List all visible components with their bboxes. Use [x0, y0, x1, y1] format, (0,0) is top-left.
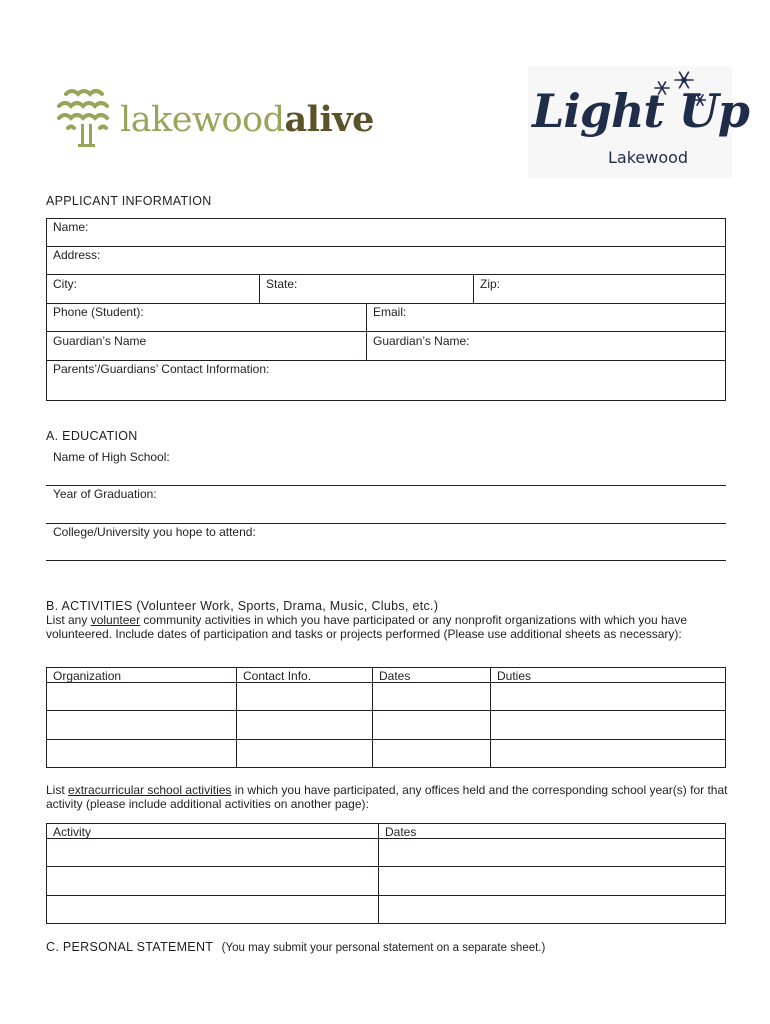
logo-text-alive: alive: [284, 99, 374, 140]
logo-text-lakewood: lakewood: [120, 100, 285, 140]
state-field[interactable]: State:: [266, 277, 298, 291]
col-contact-info: Contact Info.: [243, 669, 312, 683]
personal-statement-note: (You may submit your personal statement on a separate sheet.): [221, 942, 546, 954]
logo-title: Light Up: [532, 84, 749, 138]
zip-field[interactable]: Zip:: [480, 277, 501, 291]
logo-subtitle: Lakewood: [608, 148, 689, 167]
email-field[interactable]: Email:: [373, 305, 407, 319]
col-duties: Duties: [497, 669, 532, 683]
extracurricular-instructions: List extracurricular school activities in which you have participated, any offices held and the corresponding school year(s) for that activity (please include additional activities on another page):: [46, 783, 728, 811]
applicant-heading: APPLICANT INFORMATION: [46, 194, 212, 208]
guardian-name-field[interactable]: Guardian’s Name: [53, 334, 147, 348]
col-activity: Activity: [53, 825, 92, 839]
high-school-field[interactable]: Name of High School:: [53, 450, 170, 464]
col-dates: Dates: [379, 669, 411, 683]
col-dates-2: Dates: [385, 825, 417, 839]
personal-statement-heading: C. PERSONAL STATEMENT: [46, 940, 214, 954]
tree-icon: [54, 86, 120, 152]
lakewoodalive-logo: [54, 86, 404, 152]
education-heading: A. EDUCATION: [46, 429, 138, 443]
city-field[interactable]: City:: [53, 277, 77, 291]
guardian-name-field-2[interactable]: Guardian’s Name:: [373, 334, 470, 348]
volunteer-instructions: List any volunteer community activities in which you have participated or any nonprofit organizations with which you have volunteered. Include dates of participation and tasks or projects performed (Please use additional sheets as necessary):: [46, 613, 688, 641]
college-field[interactable]: College/University you hope to attend:: [53, 525, 256, 539]
graduation-year-field[interactable]: Year of Graduation:: [53, 487, 157, 501]
activities-heading: B. ACTIVITIES (Volunteer Work, Sports, Drama, Music, Clubs, etc.): [46, 599, 439, 613]
address-field[interactable]: Address:: [53, 248, 101, 262]
guardian-contact-field[interactable]: Parents’/Guardians’ Contact Information:: [53, 362, 270, 376]
phone-field[interactable]: Phone (Student):: [53, 305, 144, 319]
name-field[interactable]: Name:: [53, 220, 89, 234]
col-organization: Organization: [53, 669, 122, 683]
lightup-lakewood-logo: [528, 66, 749, 178]
